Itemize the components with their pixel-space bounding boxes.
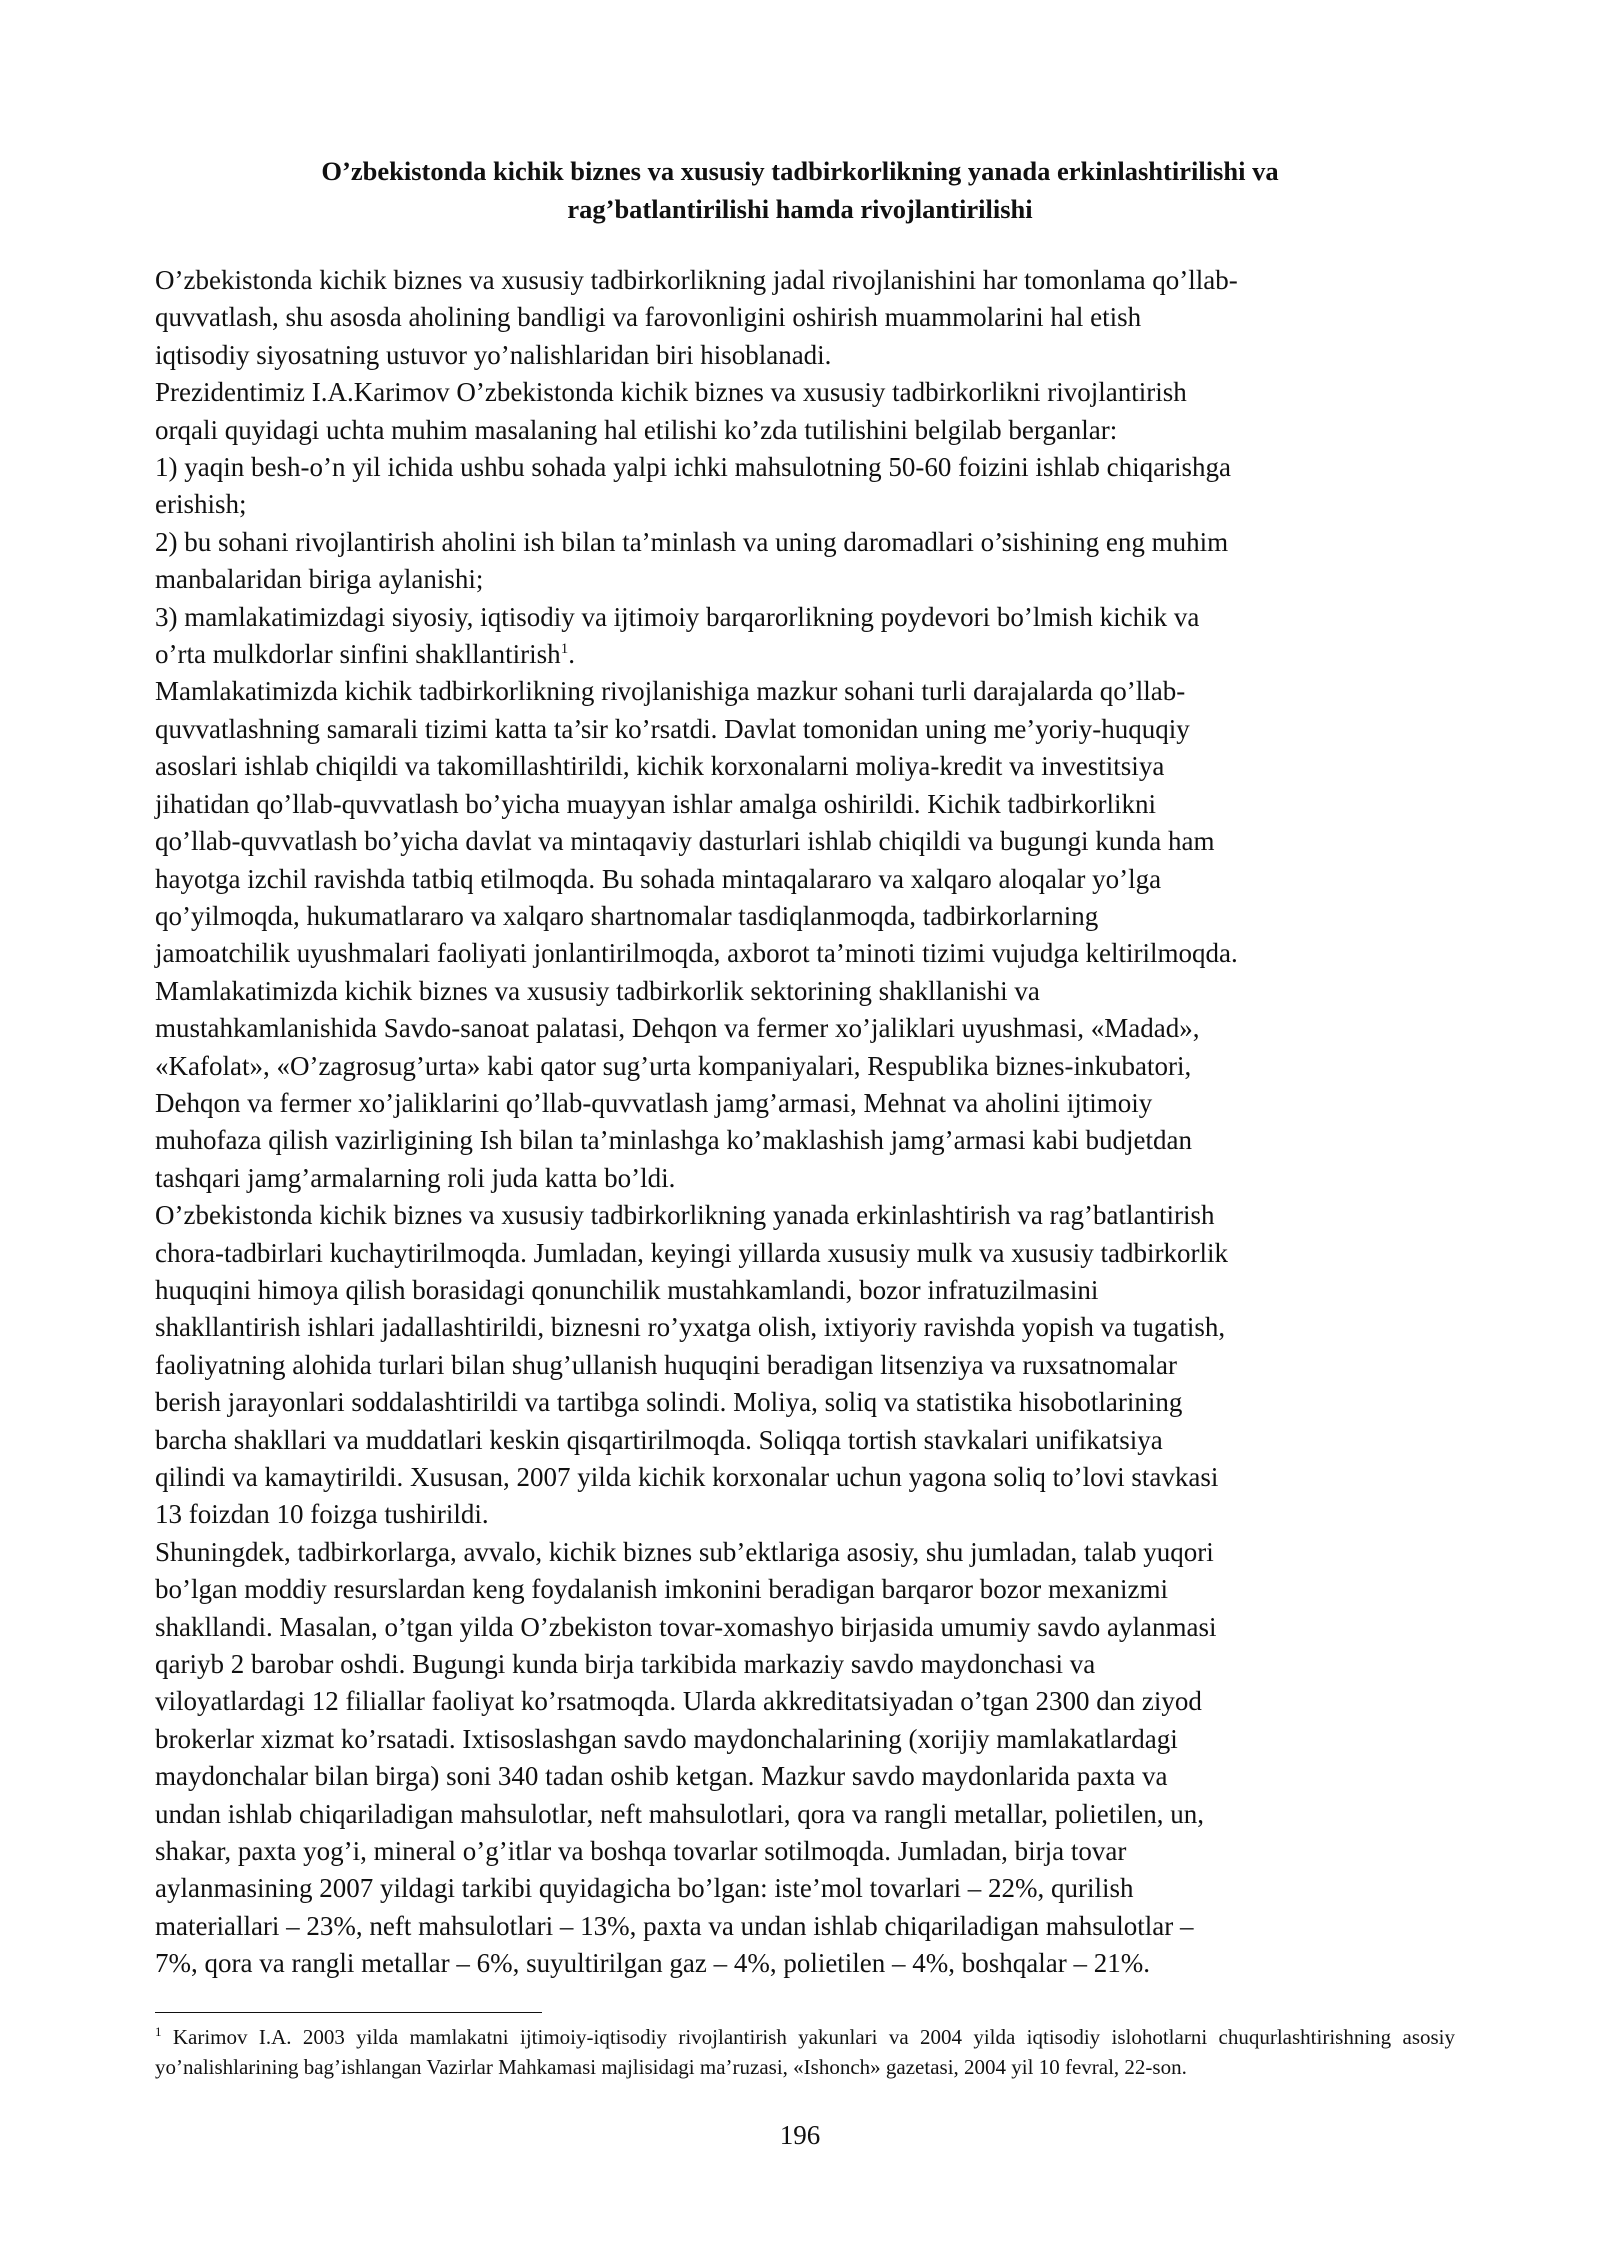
text-line: 3) mamlakatimizdagi siyosiy, iqtisodiy va ijtimoiy barqarorlikning poydevori bo’lmish kichik va xyxy=(155,601,1200,632)
paragraph xyxy=(155,973,1455,1197)
text-line: brokerlar xizmat ko’rsatadi. Ixtisoslashgan savdo maydonchalarining (xorijiy mamlakatlardagi xyxy=(155,1723,1178,1754)
text-line: «Kafolat», «O’zagrosug’urta» kabi qator sug’urta kompaniyalari, Respublika biznes-inkubatori, xyxy=(155,1050,1192,1081)
text-line: chora-tadbirlari kuchaytirilmoqda. Jumladan, keyingi yillarda xususiy mulk va xususiy tadbirkorlik xyxy=(155,1237,1229,1268)
text-line: barcha shakllari va muddatlari keskin qisqartirilmoqda. Soliqqa tortish stavkalari unifikatsiya xyxy=(155,1424,1163,1455)
title-line: rag’batlantirilishi hamda rivojlantirilishi xyxy=(567,194,1033,224)
text-line: O’zbekistonda kichik biznes va xususiy tadbirkorlikning jadal rivojlanishini har tomonlama qo’llab- xyxy=(155,265,1238,295)
text-line: shakllandi. Masalan, o’tgan yilda O’zbekiston tovar-xomashyo birjasida umumiy savdo aylanmasi xyxy=(155,1611,1217,1642)
paragraph xyxy=(155,599,1455,674)
text-line: O’zbekistonda kichik biznes va xususiy tadbirkorlikning yanada erkinlashtirish va rag’batlantirish xyxy=(155,1200,1215,1231)
title-line: O’zbekistonda kichik biznes va xususiy tadbirkorlikning yanada erkinlashtirilishi va xyxy=(321,156,1279,186)
text-line: iqtisodiy siyosatning ustuvor yo’nalishlaridan biri hisoblanadi. xyxy=(155,339,832,370)
text-line: qo’llab-quvvatlash bo’yicha davlat va mintaqaviy dasturlari ishlab chiqildi va bugungi kunda ham xyxy=(155,826,1215,857)
text-line: muhofaza qilish vazirligining Ish bilan ta’minlashga ko’maklashish jamg’armasi kabi budjetdan xyxy=(155,1125,1192,1156)
footnote xyxy=(155,2023,1455,2082)
paragraph xyxy=(155,262,1455,374)
text-line: viloyatlardagi 12 filiallar faoliyat ko’rsatmoqda. Ularda akkreditatsiyadan o’tgan 2300 dan ziyod xyxy=(155,1686,1202,1717)
text-line: Mamlakatimizda kichik biznes va xususiy tadbirkorlik sektorining shakllanishi va xyxy=(155,975,1040,1006)
text-line: faoliyatning alohida turlari bilan shug’ullanish huquqini beradigan litsenziya va ruxsatnomalar xyxy=(155,1349,1177,1380)
text-line: materiallari – 23%, neft mahsulotlari – 13%, paxta va undan ishlab chiqariladigan mahsulotlar – xyxy=(155,1910,1194,1941)
text-line: qariyb 2 barobar oshdi. Bugungi kunda birja tarkibida markaziy savdo maydonchasi va xyxy=(155,1649,1096,1680)
text-line: Mamlakatimizda kichik tadbirkorlikning rivojlanishiga mazkur sohani turli darajalarda qo’llab- xyxy=(155,676,1186,707)
text-line: shakar, paxta yog’i, mineral o’g’itlar va boshqa tovarlar sotilmoqda. Jumladan, birja tovar xyxy=(155,1836,1127,1867)
footnote-text: Karimov I.A. 2003 yilda mamlakatni ijtimoiy-iqtisodiy rivojlantirish yakunlari va 2004 yilda iqtisodiy islohotlarni chuqurlashtirishning asosiy yo’nalishlarining bag’ishlangan Vazirlar Mahkamasi majlisidagi ma’ruzasi, «Ishonch» gazetasi, 2004 yil 10 fevral, 22-son. xyxy=(155,2025,1455,2079)
text-line: undan ishlab chiqariladigan mahsulotlar, neft mahsulotlari, qora va rangli metallar, polietilen, un, xyxy=(155,1798,1205,1829)
text-line-content: o’rta mulkdorlar sinfini shakllantirish xyxy=(155,639,561,670)
text-line: qo’yilmoqda, hukumatlararo va xalqaro shartnomalar tasdiqlanmoqda, tadbirkorlarning xyxy=(155,900,1099,931)
footnote-separator xyxy=(155,2012,542,2013)
text-line: Shuningdek, tadbirkorlarga, avvalo, kichik biznes sub’ektlariga asosiy, shu jumladan, talab yuqori xyxy=(155,1536,1214,1567)
text-line: mustahkamlanishida Savdo-sanoat palatasi, Dehqon va fermer xo’jaliklari uyushmasi, «Madad», xyxy=(155,1013,1200,1044)
text-line: berish jarayonlari soddalashtirildi va tartibga solindi. Moliya, soliq va statistika hisobotlarining xyxy=(155,1387,1183,1418)
text-line xyxy=(155,636,1455,673)
text-line: quvvatlashning samarali tizimi katta ta’sir ko’rsatdi. Davlat tomonidan uning me’yoriy-huquqiy xyxy=(155,713,1190,744)
footnote-marker: 1 xyxy=(155,2024,162,2039)
page-title xyxy=(155,152,1445,228)
text-line: huquqini himoya qilish borasidagi qonunchilik mustahkamlandi, bozor infratuzilmasini xyxy=(155,1274,1099,1305)
text-line: jihatidan qo’llab-quvvatlash bo’yicha muayyan ishlar amalga oshirildi. Kichik tadbirkorlikni xyxy=(155,788,1157,819)
text-line: quvvatlash, shu asosda aholining bandligi va farovonligini oshirish muammolarini hal etish xyxy=(155,302,1142,333)
paragraph xyxy=(155,374,1455,449)
text-line: asoslari ishlab chiqildi va takomillashtirildi, kichik korxonalarni moliya-kredit va investitsiya xyxy=(155,751,1165,782)
paragraph xyxy=(155,1197,1455,1534)
paragraph xyxy=(155,673,1455,972)
text-line: orqali quyidagi uchta muhim masalaning hal etilishi ko’zda tutilishini belgilab berganlar: xyxy=(155,414,1118,445)
text-line: erishish; xyxy=(155,489,247,520)
text-line: 2) bu sohani rivojlantirish aholini ish bilan ta’minlash va uning daromadlari o’sishining eng muhim xyxy=(155,526,1229,557)
text-line: hayotga izchil ravishda tatbiq etilmoqda. Bu sohada mintaqalararo va xalqaro aloqalar yo’lga xyxy=(155,863,1162,894)
text-line: jamoatchilik uyushmalari faoliyati jonlantirilmoqda, axborot ta’minoti tizimi vujudga keltirilmoqda. xyxy=(155,938,1238,969)
text-line: 7%, qora va rangli metallar – 6%, suyultirilgan gaz – 4%, polietilen – 4%, boshqalar – 21%. xyxy=(155,1948,1150,1979)
text-line: aylanmasining 2007 yildagi tarkibi quyidagicha bo’lgan: iste’mol tovarlari – 22%, qurilish xyxy=(155,1873,1134,1904)
paragraph xyxy=(155,449,1455,524)
footnote-reference: 1 xyxy=(560,641,569,658)
paragraph xyxy=(155,1534,1455,1983)
paragraph xyxy=(155,524,1455,599)
text-line: Prezidentimiz I.A.Karimov O’zbekistonda kichik biznes va xususiy tadbirkorlikni rivojlantirish xyxy=(155,377,1187,408)
text-line: shakllantirish ishlari jadallashtirildi, biznesni ro’yxatga olish, ixtiyoriy ravishda yopish va tugatish, xyxy=(155,1312,1226,1343)
text-line: 1) yaqin besh-o’n yil ichida ushbu sohada yalpi ichki mahsulotning 50-60 foizini ishlab chiqarishga xyxy=(155,452,1232,483)
text-line: manbalaridan biriga aylanishi; xyxy=(155,564,484,595)
text-line: bo’lgan moddiy resurslardan keng foydalanish imkonini beradigan barqaror bozor mexanizmi xyxy=(155,1574,1168,1605)
text-line: qilindi va kamaytirildi. Xususan, 2007 yilda kichik korxonalar uchun yagona soliq to’lovi stavkasi xyxy=(155,1462,1219,1492)
text-line: Dehqon va fermer xo’jaliklarini qo’llab-quvvatlash jamg’armasi, Mehnat va aholini ijtimoiy xyxy=(155,1087,1153,1118)
text-line: 13 foizdan 10 foizga tushirildi. xyxy=(155,1499,489,1530)
sentence-end: . xyxy=(568,639,575,670)
text-line: maydonchalar bilan birga) soni 340 tadan oshib ketgan. Mazkur savdo maydonlarida paxta va xyxy=(155,1761,1168,1792)
page-number: 196 xyxy=(779,2120,821,2150)
text-line: tashqari jamg’armalarning roli juda katta bo’ldi. xyxy=(155,1162,676,1193)
body-text xyxy=(155,262,1455,1983)
